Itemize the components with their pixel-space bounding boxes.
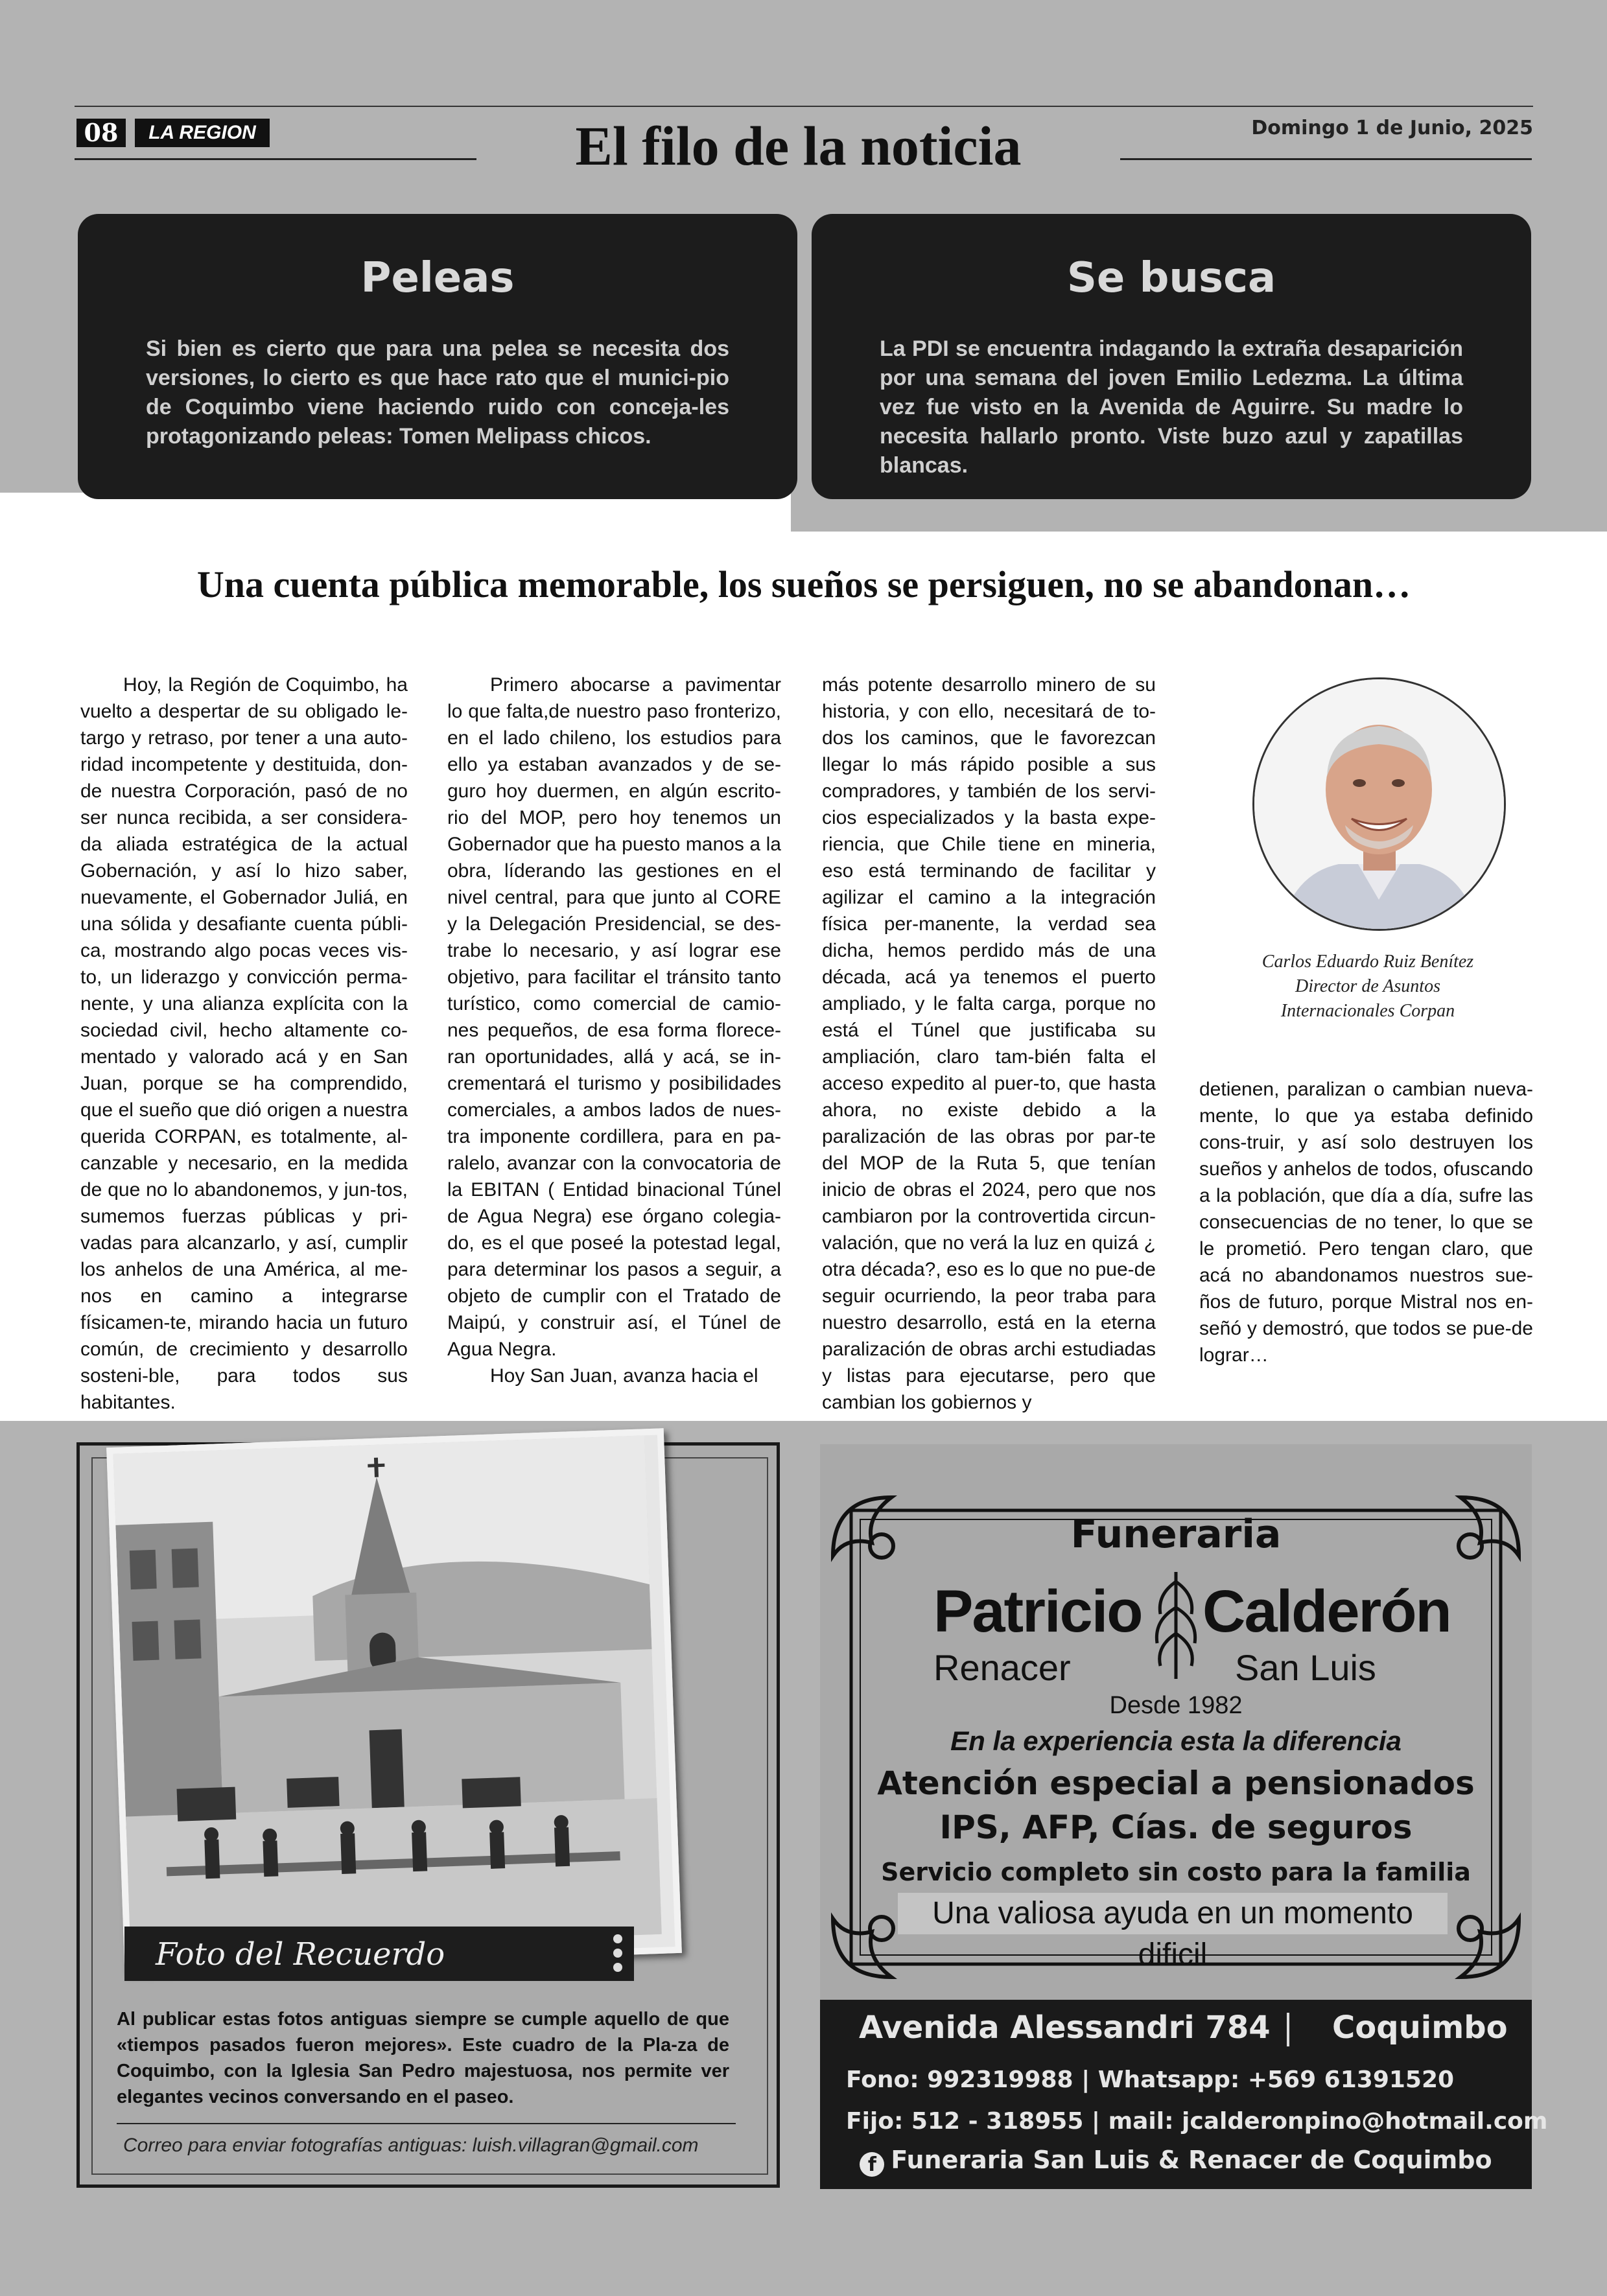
ad-name-left: Patricio xyxy=(933,1578,1142,1645)
facebook-icon: f xyxy=(860,2152,884,2177)
ad-city: Coquimbo xyxy=(1332,2009,1508,2046)
article-column-1 xyxy=(80,672,408,1416)
ad-attention-line-2: IPS, AFP, Cías. de seguros xyxy=(939,1809,1413,1846)
newspaper-brand: LA REGION xyxy=(135,119,270,147)
news-box-se-busca xyxy=(812,214,1531,499)
section-title: El filo de la noticia xyxy=(575,115,1022,177)
ad-attention-line-1: Atención especial a pensionados xyxy=(877,1764,1475,1802)
old-plaza-photo xyxy=(106,1428,682,1973)
ad-experience: En la experiencia esta la diferencia xyxy=(950,1726,1402,1756)
foto-del-recuerdo-rule xyxy=(117,2123,736,2124)
article-column-2 xyxy=(447,672,781,1389)
issue-date: Domingo 1 de Junio, 2025 xyxy=(1251,117,1533,139)
author-portrait-image xyxy=(1254,679,1504,929)
ad-sub-left: Renacer xyxy=(933,1647,1071,1688)
ad-phone-line: Fono: 992319988 | Whatsapp: +569 61391520 xyxy=(846,2067,1455,2093)
article-column-3 xyxy=(822,672,1156,1416)
ad-service: Servicio completo sin costo para la familia xyxy=(881,1858,1471,1886)
news-box-text: Si bien es cierto que para una pelea se necesita dos versiones, lo cierto es que hace rato que el munici-pio de Coquimbo viene haciendo ruido con conceja-les protagonizando peleas: Tomen Melipass chicos. xyxy=(146,336,729,449)
author-name: Carlos Eduardo Ruiz Benítez xyxy=(1261,952,1474,972)
header-rule-left xyxy=(75,158,476,160)
foto-del-recuerdo-text: Al publicar estas fotos antiguas siempre se cumple aquello de que «tiempos pasados fueron mejores». Este cuadro de la Pla-za de Coquimbo, con la Iglesia San Pedro majestuosa, nos permite ver elegantes vecinos conversando en el paseo. xyxy=(117,2009,729,2107)
ad-facebook xyxy=(820,2146,1532,2177)
more-dots-icon xyxy=(613,1934,624,1977)
article-paragraph: Primero abocarse a pavimentar lo que falta,de nuestro paso fronterizo, en el lado chileno, los estudios para ello ya estaban avanzados y de se-guro hoy duermen, en algún escrito-rio del MOP, pero hoy tenemos un Gobernador que ha puesto manos a la obra, líderando las gestiones en el nivel central, para que junto al CORE y la Delegación Presidencial, se des-trabe lo necesario, y así lograr ese objetivo, para facilitar el tránsito tanto turístico, como comercial de camio-nes pequeños, de esa forma florece-ran oportunidades, allá y acá, se in-crementará el turismo y posibilidades comerciales, a ambos lados de nues-tra imponente cordillera, para en pa-ralelo, avanzar con la convocatoria de la EBITAN ( Entidad binacional Túnel de Agua Negra) ese órgano colegia-do, es el que poseé la potestad legal, para determinar los pasos a seguir, a objeto de cumplir con el Tratado de Maipú, y construir así, el Túnel de Agua Negra. xyxy=(447,674,781,1360)
news-box-title: Peleas xyxy=(360,254,515,302)
article-column-4 xyxy=(1199,1076,1533,1368)
ad-separator xyxy=(1287,2013,1289,2046)
ad-help: Una valiosa ayuda en un momento dificil xyxy=(898,1893,1448,1934)
author-caption xyxy=(1206,950,1530,1024)
article-paragraph: detienen, paralizan o cambian nueva-mente, lo que ya estaba definido cons-truir, y así solo destruyen los sueños y anhelos de todos, ofuscando a la población, que día a día, sufre las consecuencias de no tener, lo que se le prometió. Pero tengan claro, que acá no abandonamos nuestros sue-ños de futuro, porque Mistral nos en-señó y demostró, que todos se pue-de lograr… xyxy=(1199,1079,1533,1366)
foto-del-recuerdo-title: Foto del Recuerdo xyxy=(156,1936,445,1973)
news-box-peleas xyxy=(78,214,797,499)
ad-sub-right: San Luis xyxy=(1235,1647,1376,1688)
author-role: Director de Asuntos xyxy=(1295,976,1440,996)
article-paragraph: Hoy San Juan, avanza hacia el xyxy=(490,1365,758,1387)
ad-name-right: Calderón xyxy=(1202,1578,1451,1645)
foto-del-recuerdo-email: Correo para enviar fotografías antiguas: luish.villagran@gmail.com xyxy=(123,2135,699,2156)
article-paragraph: más potente desarrollo minero de su historia, y con ello, necesitará de to-dos los caminos, que le favorezcan llegar lo más rápido posible a sus compradores, y también de los servi-cios especializados y la basta expe-riencia, que Chile tiene en mineria, eso está terminando de facilitar y agilizar el camino a la integración física per-manente, la verdad sea dicha, hemos perdido más de una década, acá ya tenemos el puerto ampliado, y le falta carga, porque no está el Túnel que justificaba su ampliación, claro tam-bién falta el acceso expedito al puer-to, que hasta ahora, no existe debido a la paralización de las obras por par-te del MOP de la Ruta 5, que tenían inicio de obras el 2024, pero que nos cambiaron por la controvertida circun-valación, que no verá la luz en quizá ¿ otra década?, eso es lo que no pue-de seguir ocurriendo, la peor traba para nuestro desarrollo, está en la eterna paralización de obras archi estudiadas y listas para ejecutarse, pero que cambian los gobiernos y xyxy=(822,674,1156,1413)
author-portrait xyxy=(1252,677,1506,931)
ad-facebook-label: Funeraria San Luis & Renacer de Coquimbo xyxy=(891,2146,1492,2174)
ad-since: Desde 1982 xyxy=(1109,1692,1243,1719)
ad-fixed-line: Fijo: 512 - 318955 | mail: jcalderonpino@hotmail.com xyxy=(846,2108,1548,2135)
page-number: 08 xyxy=(76,119,126,147)
header-top-rule xyxy=(75,106,1533,107)
article-headline: Una cuenta pública memorable, los sueños se persiguen, no se abandonan… xyxy=(196,563,1411,605)
ad-funeraria-label: Funeraria xyxy=(1070,1512,1282,1557)
news-box-text: La PDI se encuentra indagando la extraña desaparición por una semana del joven Emilio Ledezma. La última vez fue visto en la Avenida de Aguirre. Su madre lo necesita hallarlo pronto. Viste buzo azul y zapatillas blancas. xyxy=(880,336,1463,478)
author-role: Internacionales Corpan xyxy=(1280,1001,1455,1021)
church-plaza-image xyxy=(113,1435,661,1952)
news-box-title: Se busca xyxy=(1066,254,1276,302)
header-rule-right xyxy=(1120,158,1532,160)
ad-address: Avenida Alessandri 784 xyxy=(859,2009,1271,2046)
article-paragraph: Hoy, la Región de Coquimbo, ha vuelto a despertar de su obligado le-targo y retraso, por tener a una auto-ridad incompetente y destituida, don-de nuestra Corporación, pasó de no ser nunca recibida, a ser considera-da aliada estratégica de la actual Gobernación, y así lo hizo saber, nuevamente, el Gobernador Juliá, en una sólida y desafiante cuenta públi-ca, mostrando algo pocas veces vis-to, un liderazgo y convicción perma-nente, y una alianza explícita con la sociedad civil, hecho altamente co-mentado y valorado acá y en San Juan, porque se ha comprendido, que el sueño que dió origen a nuestra querida CORPAN, es totalmente, al-canzable y necesario, en la medida de que no lo abandonemos, y jun-tos, sumemos fuerzas públicas y pri-vadas para alcanzarlo, y así, cumplir los anhelos de una América, al me-nos en camino a integrarse físicamen-te, mirando hacia un futuro común, de crecimiento y desarrollo sosteni-ble, para todos sus habitantes. xyxy=(80,674,408,1413)
